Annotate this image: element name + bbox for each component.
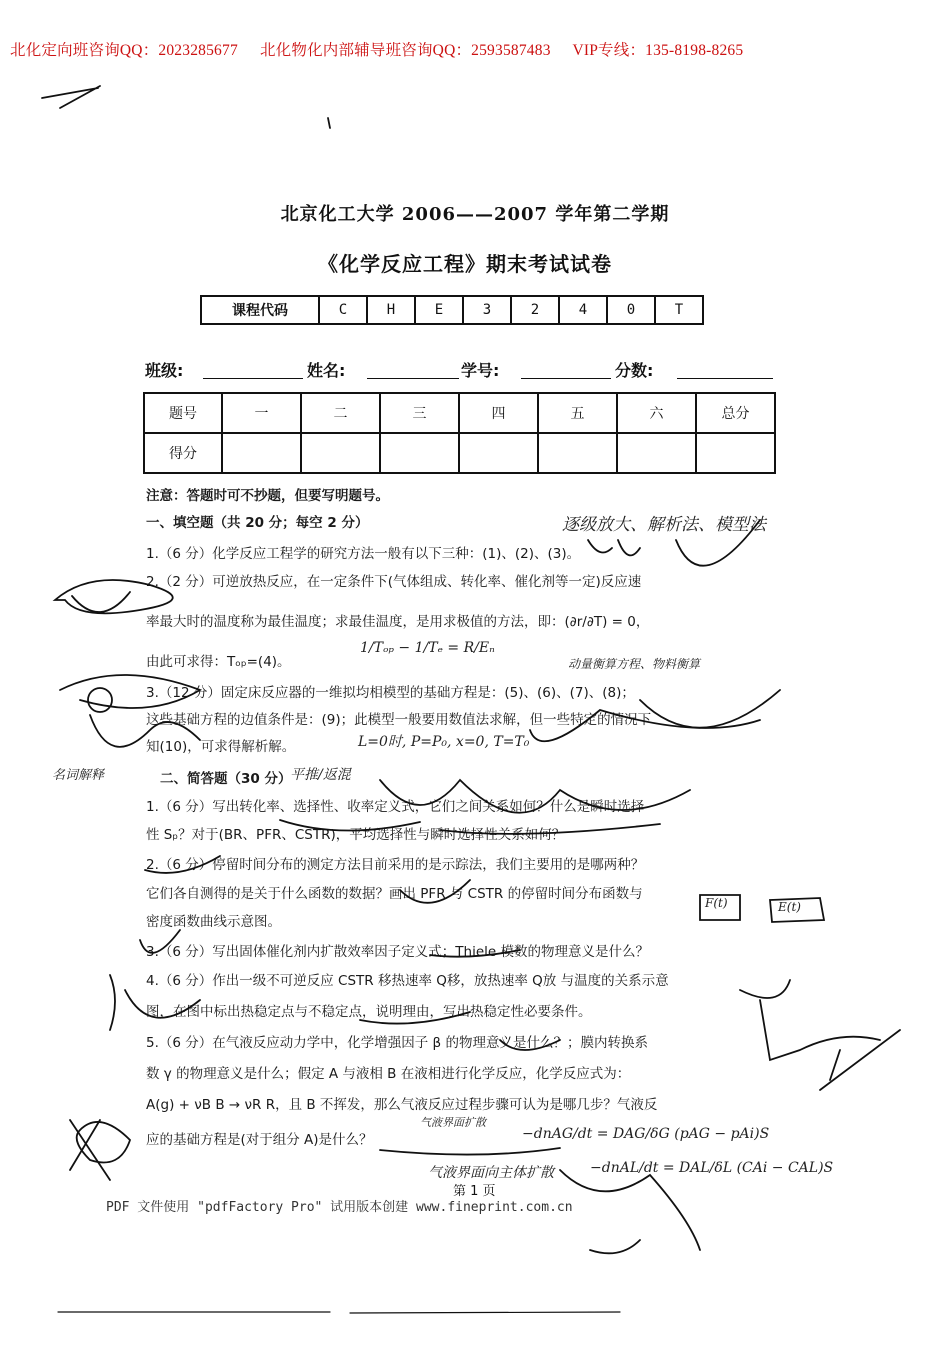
score-label: 分数: (615, 361, 654, 380)
student-id-label: 学号: (461, 361, 500, 380)
course-code-char: C (319, 296, 367, 324)
exam-title: 《化学反应工程》期末考试试卷 (318, 252, 612, 276)
page-number: 第 1 页 (453, 1184, 496, 1199)
handwritten-note-equations: 动量衡算方程、物料衡算 (568, 657, 701, 671)
question-2-3: 3.（6 分）写出固体催化剂内扩散效率因子定义式；Thiele 模数的物理意义是什么？ (146, 944, 649, 960)
term-title: 北京化工大学 2006——2007 学年第二学期 (280, 204, 670, 225)
handwritten-ft: F(t) (705, 896, 728, 910)
question-1-2-line3: 由此可求得：Tₒₚ=(4)。 (146, 654, 291, 670)
question-2-5-line2: 数 γ 的物理意义是什么；假定 A 与液相 B 在液相进行化学反应，化学反应式为： (146, 1066, 631, 1082)
question-2-1-line2: 性 Sₚ？对于(BR、PFR、CSTR)，平均选择性与瞬时选择性关系如何？ (146, 827, 566, 843)
banner-contact-2: 北化物化内部辅导班咨询QQ：2593587483 (259, 42, 551, 59)
banner-contact-1: 北化定向班咨询QQ：2023285677 (10, 42, 238, 59)
handwritten-liquid-equation: −dnAL/dt = DAL/δL (CAi − CAL)S (590, 1160, 834, 1176)
question-1-3-line2: 这些基础方程的边值条件是：(9)；此模型一般要用数值法求解，但一些特定的情况下 (146, 712, 652, 728)
question-2-5-line4: 应的基础方程是(对于组分 A)是什么？ (146, 1132, 373, 1148)
score-row-header: 题号 (144, 393, 222, 433)
question-1-3-line1: 3.（12 分）固定床反应器的一维拟均相模型的基础方程是：(5)、(6)、(7)、(8)； (146, 685, 635, 701)
handwritten-answer-methods: 逐级放大、解析法、模型法 (562, 515, 766, 535)
score-column: 五 (538, 393, 617, 433)
handwritten-liquid-diffusion: 气液界面向主体扩散 (428, 1165, 554, 1181)
name-label: 姓名: (307, 361, 346, 380)
pdf-footer-note: PDF 文件使用 "pdfFactory Pro" 试用版本创建 www.fineprint.com.cn (106, 1200, 573, 1215)
course-code-char: 4 (559, 296, 607, 324)
handwritten-gas-diffusion: 气液界面扩散 (420, 1116, 486, 1129)
handwritten-formula-topt: 1/Tₒₚ − 1/Tₑ = R/Eₙ (360, 640, 495, 656)
handwritten-gas-equation: −dnAG/dt = DAG/δG (pAG − pAi)S (522, 1126, 770, 1142)
notice: 注意：答题时可不抄题，但要写明题号。 (146, 488, 389, 504)
question-2-2-line1: 2.（6 分）停留时间分布的测定方法目前采用的是示踪法，我们主要用的是哪两种？ (146, 857, 645, 873)
question-1-1: 1.（6 分）化学反应工程学的研究方法一般有以下三种：(1)、(2)、(3)。 (146, 546, 581, 562)
question-2-5-line3: A(g) + νB B → νR R，且 B 不挥发，那么气液反应过程步骤可认为是哪几步？气液反 (146, 1097, 658, 1113)
question-1-2-line2: 率最大时的温度称为最佳温度；求最佳温度，是用求极值的方法，即：(∂r/∂T) = 0， (146, 614, 650, 630)
handwritten-note-terms: 名词解释 (52, 768, 105, 783)
question-2-4-line1: 4.（6 分）作出一级不可逆反应 CSTR 移热速率 Q移，放热速率 Q放 与温度的关系示意 (146, 973, 669, 989)
banner-contact-3: VIP专线：135-8198-8265 (572, 42, 744, 59)
section1-heading: 一、填空题（共 20 分；每空 2 分） (146, 515, 369, 531)
course-code-char: H (367, 296, 415, 324)
course-code-char: 2 (511, 296, 559, 324)
question-2-4-line2: 图，在图中标出热稳定点与不稳定点，说明理由，写出热稳定性必要条件。 (146, 1004, 592, 1020)
question-1-3-line3: 知(10)，可求得解析解。 (146, 739, 296, 755)
handwritten-boundary-conditions: L=0时, P=P₀, x=0, T=T₀ (358, 734, 530, 750)
handwritten-et: E(t) (778, 900, 801, 914)
score-column: 一 (222, 393, 301, 433)
course-code-char: E (415, 296, 463, 324)
score-column: 六 (617, 393, 696, 433)
course-code-char: 3 (463, 296, 511, 324)
question-1-2-line1: 2.（2 分）可逆放热反应，在一定条件下(气体组成、转化率、催化剂等一定)反应速 (146, 574, 642, 590)
question-2-2-line3: 密度函数曲线示意图。 (146, 914, 281, 930)
score-column: 二 (301, 393, 380, 433)
course-code-char: 0 (607, 296, 655, 324)
question-2-5-line1: 5.（6 分）在气液反应动力学中，化学增强因子 β 的物理意义是什么？；膜内转换系 (146, 1035, 648, 1051)
score-row-header: 得分 (144, 433, 222, 473)
score-column: 四 (459, 393, 538, 433)
course-code-label: 课程代码 (201, 296, 319, 324)
class-label: 班级: (145, 361, 184, 380)
section2-heading: 二、简答题（30 分） (160, 771, 292, 787)
score-column: 总分 (696, 393, 775, 433)
question-2-1-line1: 1.（6 分）写出转化率、选择性、收率定义式，它们之间关系如何？什么是瞬时选择 (146, 799, 645, 815)
course-code-char: T (655, 296, 703, 324)
handwritten-note-flow: 平推/返混 (290, 767, 351, 783)
question-2-2-line2: 它们各自测得的是关于什么函数的数据？画出 PFR 与 CSTR 的停留时间分布函数与 (146, 886, 643, 902)
score-column: 三 (380, 393, 459, 433)
